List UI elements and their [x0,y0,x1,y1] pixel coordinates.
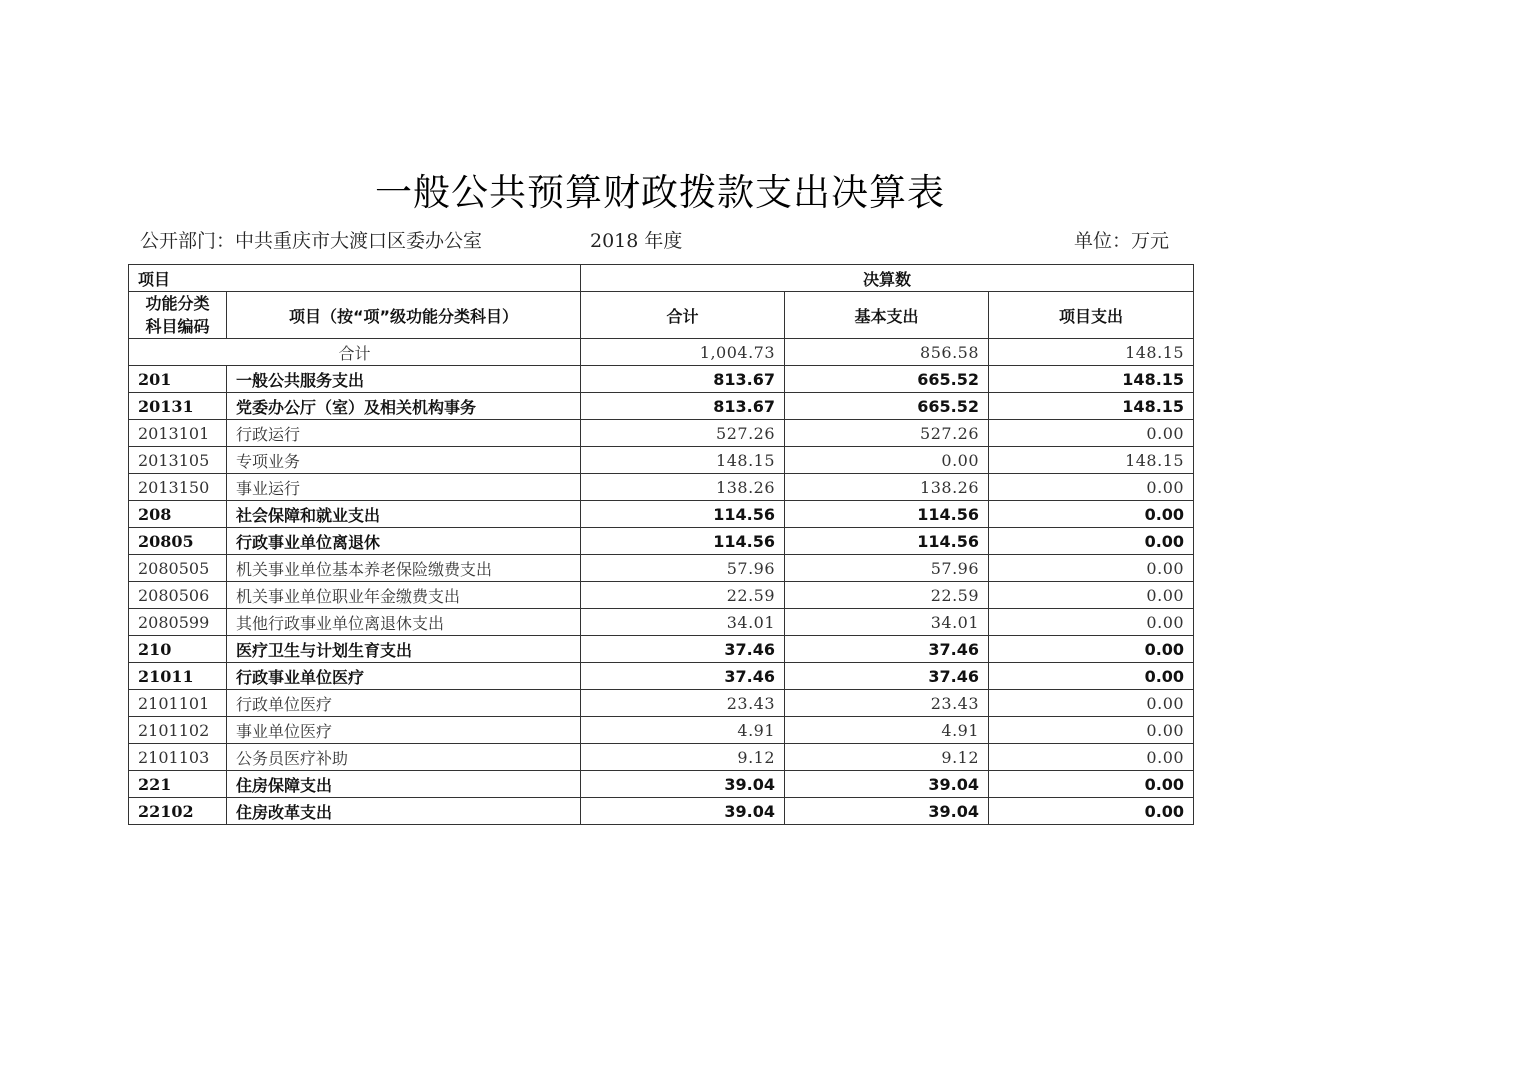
row-item-name: 一般公共服务支出 [227,366,581,393]
row-basic: 9.12 [785,744,989,771]
row-total: 34.01 [581,609,785,636]
row-total: 37.46 [581,663,785,690]
budget-table [128,264,1194,825]
table-row [129,663,1194,690]
row-project: 0.00 [989,798,1194,825]
row-code: 208 [129,501,227,528]
total-label: 合计 [129,339,581,366]
row-code: 201 [129,366,227,393]
unit-label: 单位：万元 [1074,230,1170,252]
row-code: 2080599 [129,609,227,636]
header-code: 功能分类科目编码 [129,292,227,339]
row-project: 0.00 [989,663,1194,690]
row-code: 2101102 [129,717,227,744]
row-project: 0.00 [989,771,1194,798]
total-amount: 1,004.73 [581,339,785,366]
row-item-name: 公务员医疗补助 [227,744,581,771]
row-project: 0.00 [989,528,1194,555]
row-basic: 665.52 [785,366,989,393]
row-code: 2080505 [129,555,227,582]
row-basic: 114.56 [785,528,989,555]
row-item-name: 住房保障支出 [227,771,581,798]
row-item-name: 医疗卫生与计划生育支出 [227,636,581,663]
row-basic: 138.26 [785,474,989,501]
table-row [129,609,1194,636]
department-label: 公开部门：中共重庆市大渡口区委办公室 [140,230,483,252]
row-item-name: 机关事业单位基本养老保险缴费支出 [227,555,581,582]
row-basic: 0.00 [785,447,989,474]
row-basic: 22.59 [785,582,989,609]
row-project: 0.00 [989,609,1194,636]
table-row [129,528,1194,555]
header-row-top [129,265,1194,292]
row-total: 114.56 [581,501,785,528]
row-basic: 665.52 [785,393,989,420]
table-row [129,420,1194,447]
row-code: 21011 [129,663,227,690]
row-code: 20805 [129,528,227,555]
row-code: 2101103 [129,744,227,771]
row-code: 20131 [129,393,227,420]
row-project: 0.00 [989,744,1194,771]
total-basic: 856.58 [785,339,989,366]
row-total: 37.46 [581,636,785,663]
row-project: 0.00 [989,420,1194,447]
row-basic: 37.46 [785,663,989,690]
row-project: 148.15 [989,366,1194,393]
table-row [129,366,1194,393]
table-row [129,555,1194,582]
table-row [129,636,1194,663]
header-project-expense: 项目支出 [989,292,1194,339]
row-project: 0.00 [989,717,1194,744]
row-project: 148.15 [989,447,1194,474]
row-project: 0.00 [989,582,1194,609]
page-title: 一般公共预算财政拨款支出决算表 [375,171,945,214]
table-row [129,582,1194,609]
header-total: 合计 [581,292,785,339]
header-basic: 基本支出 [785,292,989,339]
row-basic: 39.04 [785,771,989,798]
row-total: 39.04 [581,798,785,825]
header-final-amount: 决算数 [581,265,1194,292]
row-basic: 39.04 [785,798,989,825]
row-code: 2013105 [129,447,227,474]
row-total: 813.67 [581,393,785,420]
row-total: 23.43 [581,690,785,717]
row-basic: 34.01 [785,609,989,636]
row-item-name: 专项业务 [227,447,581,474]
row-item-name: 行政事业单位医疗 [227,663,581,690]
row-basic: 114.56 [785,501,989,528]
row-item-name: 事业单位医疗 [227,717,581,744]
row-code: 22102 [129,798,227,825]
row-total: 57.96 [581,555,785,582]
table-row [129,501,1194,528]
row-basic: 37.46 [785,636,989,663]
row-code: 2013150 [129,474,227,501]
row-basic: 527.26 [785,420,989,447]
row-item-name: 行政事业单位离退休 [227,528,581,555]
row-total: 114.56 [581,528,785,555]
table-row [129,744,1194,771]
row-project: 0.00 [989,501,1194,528]
row-item-name: 其他行政事业单位离退休支出 [227,609,581,636]
row-total: 22.59 [581,582,785,609]
row-total: 39.04 [581,771,785,798]
row-item-name: 党委办公厅（室）及相关机构事务 [227,393,581,420]
row-total: 9.12 [581,744,785,771]
row-total: 138.26 [581,474,785,501]
row-total: 527.26 [581,420,785,447]
row-project: 0.00 [989,636,1194,663]
row-project: 148.15 [989,393,1194,420]
row-code: 2080506 [129,582,227,609]
table-row [129,771,1194,798]
table-row [129,474,1194,501]
row-project: 0.00 [989,555,1194,582]
row-item-name: 机关事业单位职业年金缴费支出 [227,582,581,609]
table-row [129,798,1194,825]
row-code: 210 [129,636,227,663]
row-item-name: 行政单位医疗 [227,690,581,717]
row-code: 2101101 [129,690,227,717]
total-project: 148.15 [989,339,1194,366]
header-row-columns [129,292,1194,339]
row-basic: 23.43 [785,690,989,717]
fiscal-year-label: 2018 年度 [590,230,683,252]
table-row [129,717,1194,744]
row-project: 0.00 [989,474,1194,501]
row-code: 221 [129,771,227,798]
table-row [129,447,1194,474]
row-basic: 4.91 [785,717,989,744]
table-row [129,690,1194,717]
row-total: 148.15 [581,447,785,474]
row-code: 2013101 [129,420,227,447]
row-total: 813.67 [581,366,785,393]
header-item-name: 项目（按“项”级功能分类科目） [227,292,581,339]
row-project: 0.00 [989,690,1194,717]
row-item-name: 住房改革支出 [227,798,581,825]
header-project: 项目 [129,265,581,292]
row-total: 4.91 [581,717,785,744]
row-basic: 57.96 [785,555,989,582]
row-item-name: 事业运行 [227,474,581,501]
table-row [129,393,1194,420]
row-item-name: 行政运行 [227,420,581,447]
total-row [129,339,1194,366]
row-item-name: 社会保障和就业支出 [227,501,581,528]
